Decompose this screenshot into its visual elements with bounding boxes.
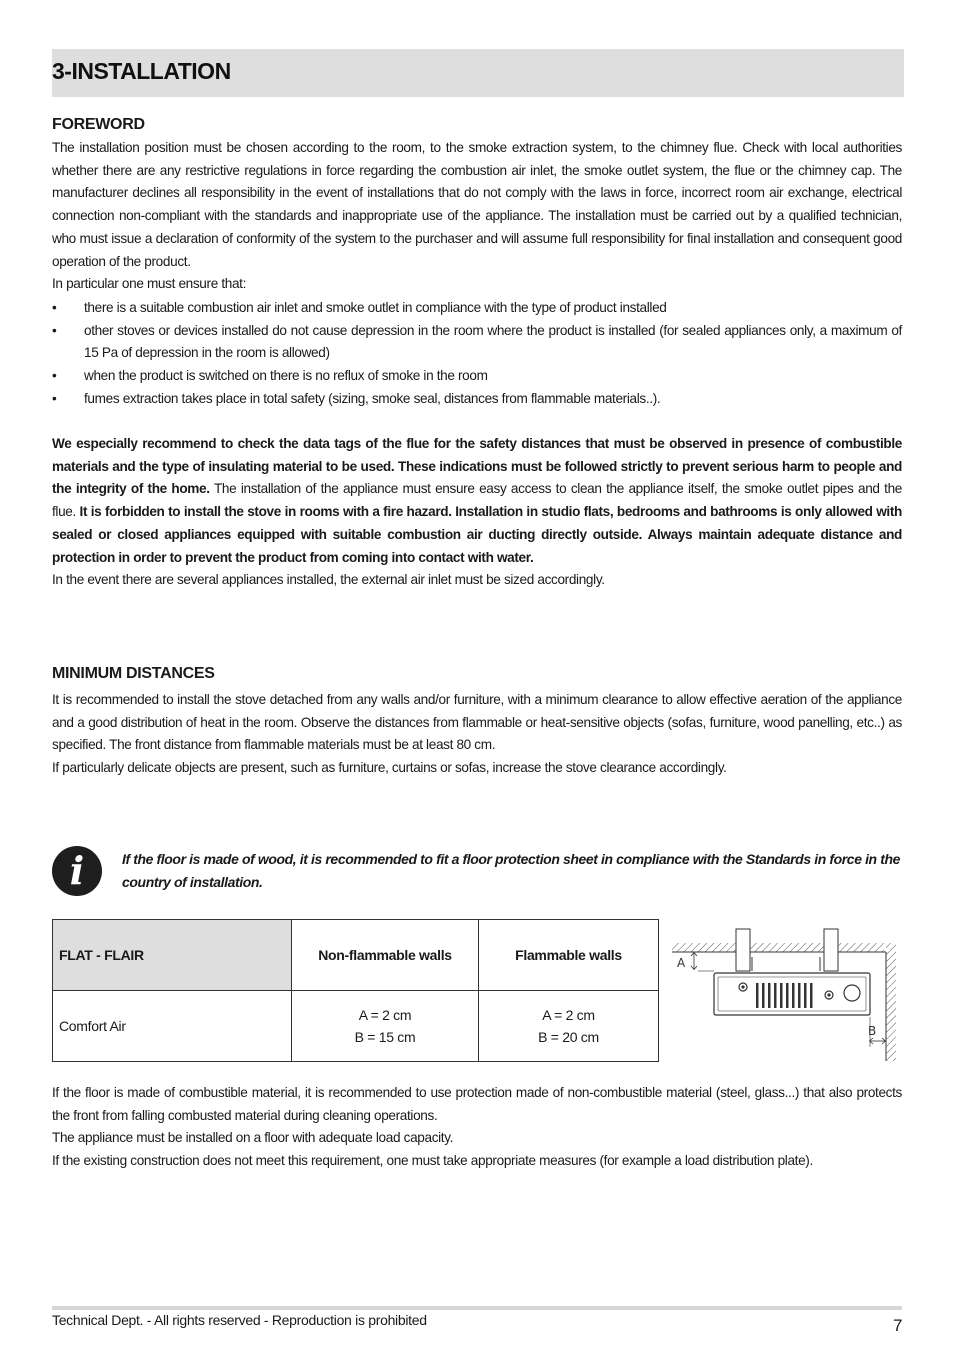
- foreword-text: The installation position must be chosen according to the room, to the smoke extraction system, to the chimney flue. Check with local authorities whether there are any restrictive regulations in force regarding the combustion air inlet, the smoke outlet system, the flue or the chimney cap. The manufacturer declines all responsibility in the event of installations that do not comply with the laws in force, incorrect room air exchange, electrical connection non-compliant with the standards and inappropriate use of the appliance. The installation must be carried out by a qualified technician, who must issue a declaration of conformity of the system to the purchaser and will assume full responsibility for final installation and consequent good operation of the product.: [52, 140, 902, 269]
- clearance-diagram: [668, 925, 903, 1065]
- minimum-distances-paragraph: [52, 689, 902, 780]
- table-cell-flammable: [479, 991, 659, 1062]
- list-item-text: when the product is switched on there is no reflux of smoke in the room: [84, 368, 488, 384]
- table-header-model: FLAT - FLAIR: [53, 920, 292, 991]
- bullet-icon: •: [52, 322, 57, 338]
- foreword-paragraph: [52, 137, 902, 296]
- outlet-circle: [844, 985, 860, 1001]
- ceiling-hatch: [672, 943, 884, 952]
- minimum-distances-text: It is recommended to install the stove detached from any walls and/or furniture, with a minimum clearance to allow effective aeration of the appliance and a good distribution of heat in the room. Observe the distances from flammable or heat-sensitive objects (sofas, furniture, wood panelling, etc..) as specified. The front distance from flammable materials must be at least 80 cm.: [52, 692, 902, 753]
- flammable-a: A = 2 cm: [542, 1007, 595, 1023]
- nonflammable-a: A = 2 cm: [358, 1007, 412, 1023]
- table-cell-label: Comfort Air: [53, 991, 292, 1062]
- list-item: [52, 320, 902, 365]
- closing-text-2: The appliance must be installed on a floor with adequate load capacity.: [52, 1130, 454, 1146]
- list-item: [52, 365, 902, 388]
- minimum-distances-line-2: If particularly delicate objects are present, such as furniture, curtains or sofas, increase the stove clearance accordingly.: [52, 760, 727, 776]
- bullet-icon: •: [52, 368, 57, 384]
- list-item-text: fumes extraction takes place in total safety (sizing, smoke seal, distances from flammable materials..).: [84, 390, 661, 406]
- minimum-distances-heading: MINIMUM DISTANCES: [52, 665, 215, 682]
- wall-hatch: [886, 943, 896, 1061]
- foreword-heading: FOREWORD: [52, 116, 145, 133]
- bullet-icon: •: [52, 300, 57, 315]
- recommendation-bold-1: We especially recommend to check the data tags of the flue for the safety distances that must be observed in presence of combustible materials and the type of insulating material to be used. These indications must be followed strictly to prevent serious harm to people and the integrity of the home.: [52, 436, 902, 497]
- info-icon: i: [52, 846, 102, 896]
- pipe-left: [736, 929, 750, 971]
- list-item: [52, 297, 902, 320]
- page-number: 7: [893, 1316, 903, 1335]
- recommendation-normal-1: The installation of the appliance must ensure easy access to clean the appliance itself, the smoke outlet pipes and the flue.: [52, 481, 902, 520]
- table-header-flammable: Flammable walls: [479, 920, 659, 991]
- recommendation-bold-2: It is forbidden to install the stove in rooms with a fire hazard. Installation in studio flats, bedrooms and bathrooms is only allowed with sealed or closed appliances equipped with suitable combustion air ducting directly outside. Always maintain adequate distance and protection in order to prevent the product from coming into contact with water.: [52, 504, 902, 565]
- pipe-right: [824, 929, 838, 971]
- table-cell-nonflammable: [292, 991, 479, 1062]
- recommendation-paragraph: [52, 433, 902, 592]
- foreword-bullet-list: [52, 297, 902, 411]
- list-item-text: other stoves or devices installed do not cause depression in the room where the product is installed (for sealed appliances only, a maximum of 15 Pa of depression in the room is allowed): [84, 322, 902, 361]
- dimension-a-label: A: [677, 956, 686, 970]
- nonflammable-b: B = 15 cm: [354, 1029, 416, 1045]
- distances-table: [52, 919, 659, 1062]
- footer-text: Technical Dept. - All rights reserved - Reproduction is prohibited: [52, 1312, 427, 1328]
- bullet-icon: •: [52, 390, 57, 406]
- closing-paragraph: [52, 1082, 902, 1173]
- flammable-b: B = 20 cm: [538, 1029, 599, 1045]
- closing-text-3: If the existing construction does not meet this requirement, one must take appropriate measures (for example a load distribution plate).: [52, 1153, 813, 1169]
- table-header-nonflammable: Non-flammable walls: [292, 920, 479, 991]
- recommendation-line-2: In the event there are several appliances installed, the external air inlet must be sized accordingly.: [52, 572, 605, 588]
- foreword-intro: In particular one must ensure that:: [52, 276, 247, 292]
- footer-divider: [52, 1306, 902, 1310]
- closing-text-1: If the floor is made of combustible material, it is recommended to use protection made of non-combustible material (steel, glass...) that also protects the front from falling combusted material during cleaning operations.: [52, 1085, 902, 1123]
- list-item-text: there is a suitable combustion air inlet and smoke outlet in compliance with the type of product installed: [84, 300, 667, 315]
- section-title: 3-INSTALLATION: [52, 58, 231, 84]
- info-note-text: If the floor is made of wood, it is recommended to fit a floor protection sheet in compliance with the Standards in force in the country of installation.: [122, 851, 900, 890]
- table-row: [53, 991, 659, 1062]
- table-header-row: [53, 920, 659, 991]
- list-item: [52, 388, 902, 411]
- dimension-b-label: B: [868, 1024, 877, 1038]
